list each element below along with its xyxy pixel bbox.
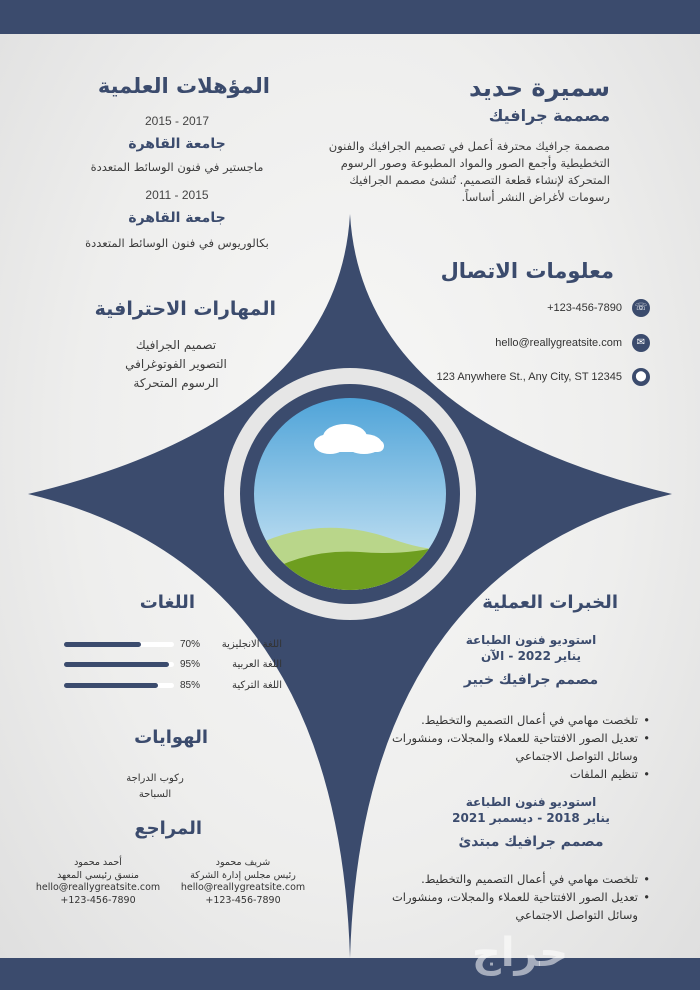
language-row — [64, 680, 282, 691]
email-value: hello@reallygreatsite.com — [495, 337, 622, 349]
job-bullet: • تلخصت مهامي في أعمال التصميم والتخطيط. — [360, 870, 650, 888]
language-bar — [64, 642, 174, 647]
experience-heading: الخبرات العملية — [482, 592, 618, 613]
contact-address-row — [437, 368, 650, 386]
contact-phone-row — [547, 299, 650, 317]
candidate-name: سميرة حديد — [469, 74, 610, 102]
job-bullets — [360, 870, 650, 924]
address-value: 123 Anywhere St., Any City, ST 12345 — [436, 371, 622, 383]
education-years: 2011 - 2015 — [145, 188, 209, 202]
job-header — [420, 794, 642, 850]
reference-card — [30, 857, 166, 907]
bottom-band — [0, 958, 700, 990]
language-name: اللغة العربية — [232, 659, 282, 670]
language-bar — [64, 662, 174, 667]
job-bullet: • تنظيم الملفات — [370, 765, 650, 783]
reference-email: hello@reallygreatsite.com — [180, 882, 306, 893]
education-list — [50, 114, 304, 250]
contact-email-row — [495, 334, 650, 352]
reference-name: أحمد محمود — [74, 857, 122, 868]
hobbies-heading: الهوايات — [134, 727, 208, 748]
references-heading: المراجع — [134, 818, 202, 839]
email-icon: ✉ — [632, 334, 650, 352]
job-title: مصمم جرافيك مبتدئ — [458, 834, 604, 850]
reference-card — [178, 857, 308, 907]
job-dates: يناير 2018 - ديسمبر 2021 — [452, 811, 610, 825]
hobby-item: ركوب الدراجة — [126, 773, 184, 784]
reference-phone: +123-456-7890 — [205, 894, 281, 906]
job-bullet: • تعديل الصور الافتتاحية للعملاء والمجلات، ومنشورات وسائل التواصل الاجتماعي — [360, 888, 650, 924]
contact-heading: معلومات الاتصال — [440, 259, 614, 283]
education-degree: ماجستير في فنون الوسائط المتعددة — [90, 160, 264, 174]
language-name: اللغة التركية — [232, 680, 282, 691]
language-percent: 85% — [180, 680, 201, 691]
languages-heading: اللغات — [139, 592, 195, 613]
hobbies-list — [110, 771, 200, 803]
reference-email: hello@reallygreatsite.com — [35, 882, 161, 893]
education-university: جامعة القاهرة — [128, 136, 226, 152]
education-university: جامعة القاهرة — [128, 210, 226, 226]
language-bar — [64, 683, 174, 688]
education-heading: المؤهلات العلمية — [97, 74, 270, 98]
education-years: 2015 - 2017 — [144, 114, 210, 128]
language-percent: 70% — [180, 639, 201, 650]
skills-list — [96, 336, 256, 393]
job-company: استوديو فنون الطباعة — [465, 633, 597, 647]
job-header — [420, 632, 642, 688]
reference-position: منسق رئيسي المعهد — [57, 869, 139, 881]
job-company: استوديو فنون الطباعة — [465, 795, 597, 809]
language-percent: 95% — [180, 659, 201, 670]
language-row — [64, 659, 282, 670]
skill-item: الرسوم المتحركة — [133, 376, 219, 390]
job-bullets — [370, 711, 650, 783]
phone-icon: ☏ — [632, 299, 650, 317]
phone-value: +123-456-7890 — [547, 302, 622, 314]
job-bullet: • تلخصت مهامي في أعمال التصميم والتخطيط. — [370, 711, 650, 729]
job-dates: يناير 2022 - الآن — [480, 649, 582, 663]
job-bullet: • تعديل الصور الافتتاحية للعملاء والمجلات، ومنشورات وسائل التواصل الاجتماعي — [370, 729, 650, 765]
reference-position: رئيس مجلس إدارة الشركة — [190, 869, 296, 881]
reference-name: شريف محمود — [215, 857, 271, 868]
education-degree: بكالوريوس في فنون الوسائط المتعددة — [85, 236, 269, 250]
profile-summary: مصممة جرافيك محترفة أعمل في تصميم الجرافيك والفنون التخطيطية وأجمع الصور والمواد المطبوعة وصور الرسوم المتحركة لإنشاء قطعة التصميم. تُنشئ مصمم الجرافيك رسومات لأغراض النشر أساساً. — [328, 139, 610, 204]
language-row — [64, 639, 282, 650]
language-name: اللغة الانجليزية — [221, 639, 282, 650]
skills-heading: المهارات الاحترافية — [94, 298, 276, 320]
location-icon: ⬤ — [632, 368, 650, 386]
job-title: مصمم جرافيك خبير — [463, 672, 599, 688]
reference-phone: +123-456-7890 — [60, 894, 136, 906]
skill-item: تصميم الجرافيك — [135, 338, 217, 352]
watermark-logo: حراج — [472, 930, 569, 976]
candidate-role: مصممة جرافيك — [488, 106, 610, 125]
skill-item: التصوير الفوتوغرافي — [125, 357, 227, 371]
hobby-item: السباحة — [138, 789, 172, 800]
